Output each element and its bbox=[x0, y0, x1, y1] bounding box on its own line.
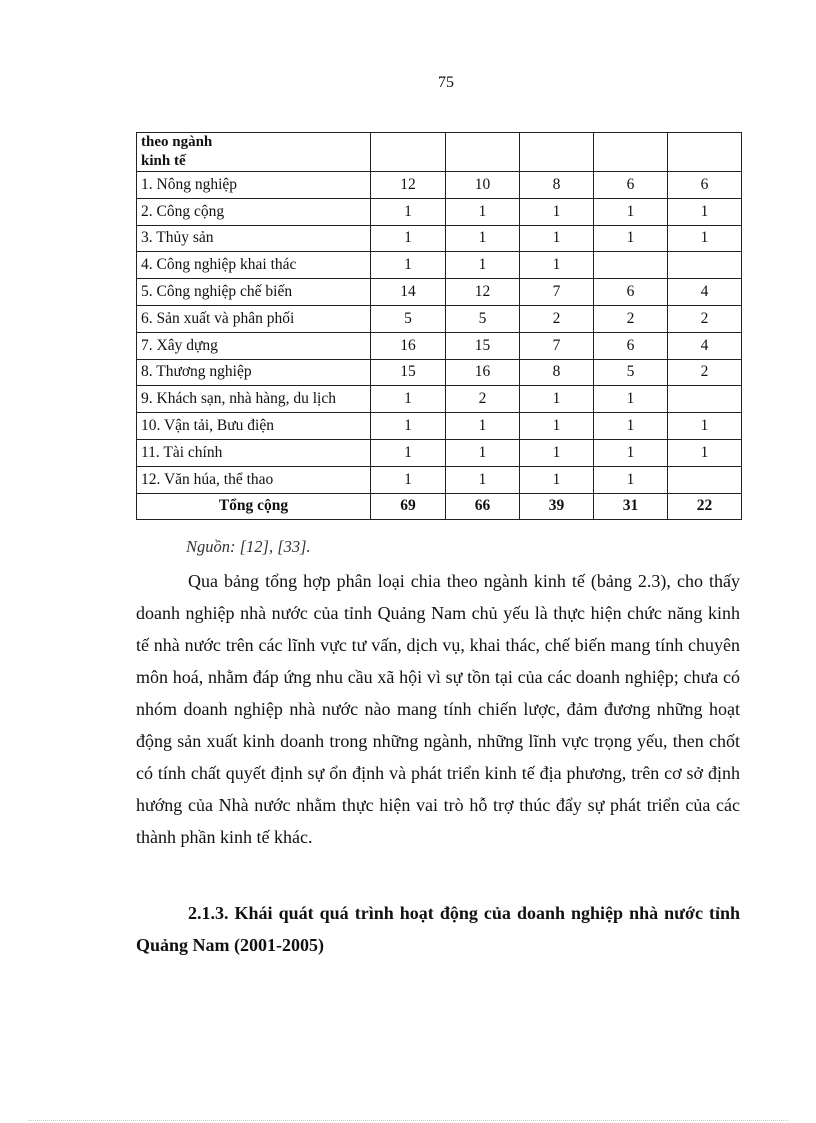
value-cell: 1 bbox=[371, 413, 446, 440]
value-cell: 14 bbox=[371, 279, 446, 306]
value-cell: 1 bbox=[594, 439, 668, 466]
value-cell: 1 bbox=[371, 198, 446, 225]
value-cell: 6 bbox=[594, 332, 668, 359]
value-cell: 1 bbox=[594, 466, 668, 493]
value-cell: 1 bbox=[594, 386, 668, 413]
page-number: 75 bbox=[438, 74, 454, 91]
total-value-cell: 39 bbox=[520, 493, 594, 520]
value-cell: 1 bbox=[371, 252, 446, 279]
value-cell: 1 bbox=[520, 439, 594, 466]
value-cell bbox=[668, 386, 742, 413]
value-cell: 1 bbox=[520, 252, 594, 279]
table-row bbox=[137, 413, 742, 440]
value-cell: 1 bbox=[520, 466, 594, 493]
table-row bbox=[137, 386, 742, 413]
value-cell: 1 bbox=[371, 386, 446, 413]
value-cell: 1 bbox=[371, 225, 446, 252]
value-cell: 1 bbox=[594, 225, 668, 252]
header-empty-cell bbox=[594, 133, 668, 172]
total-value-cell: 69 bbox=[371, 493, 446, 520]
value-cell: 1 bbox=[446, 466, 520, 493]
header-empty-cell bbox=[520, 133, 594, 172]
value-cell: 2 bbox=[668, 359, 742, 386]
header-label-line: theo ngành bbox=[141, 134, 213, 150]
value-cell: 7 bbox=[520, 332, 594, 359]
value-cell: 7 bbox=[520, 279, 594, 306]
value-cell: 2 bbox=[594, 305, 668, 332]
total-value-cell: 31 bbox=[594, 493, 668, 520]
table-row bbox=[137, 279, 742, 306]
value-cell: 1 bbox=[446, 252, 520, 279]
value-cell: 4 bbox=[668, 332, 742, 359]
sector-label-cell: 8. Thương nghiệp bbox=[137, 359, 371, 386]
table-row bbox=[137, 439, 742, 466]
value-cell bbox=[668, 252, 742, 279]
value-cell: 1 bbox=[520, 198, 594, 225]
value-cell: 1 bbox=[371, 439, 446, 466]
value-cell: 1 bbox=[446, 225, 520, 252]
value-cell: 15 bbox=[446, 332, 520, 359]
table-row bbox=[137, 172, 742, 199]
table-header-row bbox=[137, 133, 742, 172]
sector-label-cell: 12. Văn húa, thể thao bbox=[137, 466, 371, 493]
value-cell: 4 bbox=[668, 279, 742, 306]
value-cell: 6 bbox=[668, 172, 742, 199]
value-cell: 8 bbox=[520, 359, 594, 386]
table-total-row bbox=[137, 493, 742, 520]
header-label-cell bbox=[137, 133, 371, 172]
section-heading bbox=[136, 897, 740, 961]
value-cell: 8 bbox=[520, 172, 594, 199]
table-row bbox=[137, 305, 742, 332]
sector-label-cell: 7. Xây dựng bbox=[137, 332, 371, 359]
paragraph-text: Qua bảng tổng hợp phân loại chia theo ngành kinh tế (bảng 2.3), cho thấy doanh nghiệp nhà nước của tỉnh Quảng Nam chủ yếu là thực hiện chức năng kinh tế nhà nước trên các lĩnh vực tư vấn, dịch vụ, khai thác, chế biến mang tính chuyên môn hoá, nhằm đáp ứng nhu cầu xã hội vì sự tồn tại của các doanh nghiệp; chưa có nhóm doanh nghiệp nhà nước nào mang tính chiến lược, đảm đương những hoạt động sản xuất kinh doanh trong những ngành, những lĩnh vực trọng yếu, then chốt có tính chất quyết định sự ổn định và phát triển kinh tế địa phương, trên cơ sở định hướng của Nhà nước nhằm thực hiện vai trò hỗ trợ thúc đẩy sự phát triển của các thành phần kinh tế khác. bbox=[136, 571, 740, 847]
section-heading-text: 2.1.3. Khái quát quá trình hoạt động của doanh nghiệp nhà nước tỉnh Quảng Nam (2001-2005) bbox=[136, 903, 740, 955]
table-row bbox=[137, 466, 742, 493]
value-cell: 1 bbox=[371, 466, 446, 493]
value-cell: 2 bbox=[668, 305, 742, 332]
value-cell: 1 bbox=[446, 439, 520, 466]
value-cell: 5 bbox=[371, 305, 446, 332]
total-value-cell: 22 bbox=[668, 493, 742, 520]
value-cell: 1 bbox=[520, 413, 594, 440]
sector-label-cell: 4. Công nghiệp khai thác bbox=[137, 252, 371, 279]
value-cell: 1 bbox=[668, 225, 742, 252]
table-row bbox=[137, 198, 742, 225]
value-cell: 1 bbox=[446, 198, 520, 225]
page-bottom-rule bbox=[28, 1120, 788, 1121]
value-cell: 15 bbox=[371, 359, 446, 386]
value-cell: 5 bbox=[594, 359, 668, 386]
sector-label-cell: 11. Tài chính bbox=[137, 439, 371, 466]
value-cell: 16 bbox=[446, 359, 520, 386]
header-empty-cell bbox=[668, 133, 742, 172]
enterprise-by-sector-table bbox=[136, 132, 742, 520]
value-cell: 6 bbox=[594, 279, 668, 306]
table-source-note: Nguồn: [12], [33]. bbox=[186, 537, 311, 556]
value-cell: 1 bbox=[520, 386, 594, 413]
sector-label-cell: 5. Công nghiệp chế biến bbox=[137, 279, 371, 306]
value-cell: 2 bbox=[446, 386, 520, 413]
sector-label-cell: 1. Nông nghiệp bbox=[137, 172, 371, 199]
table-row bbox=[137, 252, 742, 279]
value-cell: 1 bbox=[668, 198, 742, 225]
total-value-cell: 66 bbox=[446, 493, 520, 520]
total-label-cell: Tổng cộng bbox=[137, 493, 371, 520]
analysis-paragraph bbox=[136, 565, 740, 853]
table-row bbox=[137, 225, 742, 252]
value-cell: 1 bbox=[520, 225, 594, 252]
value-cell: 5 bbox=[446, 305, 520, 332]
sector-label-cell: 10. Vận tải, Bưu điện bbox=[137, 413, 371, 440]
sector-label-cell: 3. Thủy sản bbox=[137, 225, 371, 252]
table-row bbox=[137, 332, 742, 359]
value-cell: 1 bbox=[594, 413, 668, 440]
value-cell bbox=[594, 252, 668, 279]
value-cell: 1 bbox=[594, 198, 668, 225]
value-cell: 6 bbox=[594, 172, 668, 199]
header-empty-cell bbox=[446, 133, 520, 172]
value-cell: 12 bbox=[371, 172, 446, 199]
header-empty-cell bbox=[371, 133, 446, 172]
value-cell: 1 bbox=[446, 413, 520, 440]
value-cell: 10 bbox=[446, 172, 520, 199]
value-cell: 1 bbox=[668, 439, 742, 466]
value-cell: 2 bbox=[520, 305, 594, 332]
sector-label-cell: 2. Công cộng bbox=[137, 198, 371, 225]
table-row bbox=[137, 359, 742, 386]
value-cell: 1 bbox=[668, 413, 742, 440]
value-cell: 16 bbox=[371, 332, 446, 359]
value-cell: 12 bbox=[446, 279, 520, 306]
header-label-line: kinh tế bbox=[141, 153, 186, 169]
sector-label-cell: 9. Khách sạn, nhà hàng, du lịch bbox=[137, 386, 371, 413]
value-cell bbox=[668, 466, 742, 493]
sector-label-cell: 6. Sản xuất và phân phối bbox=[137, 305, 371, 332]
